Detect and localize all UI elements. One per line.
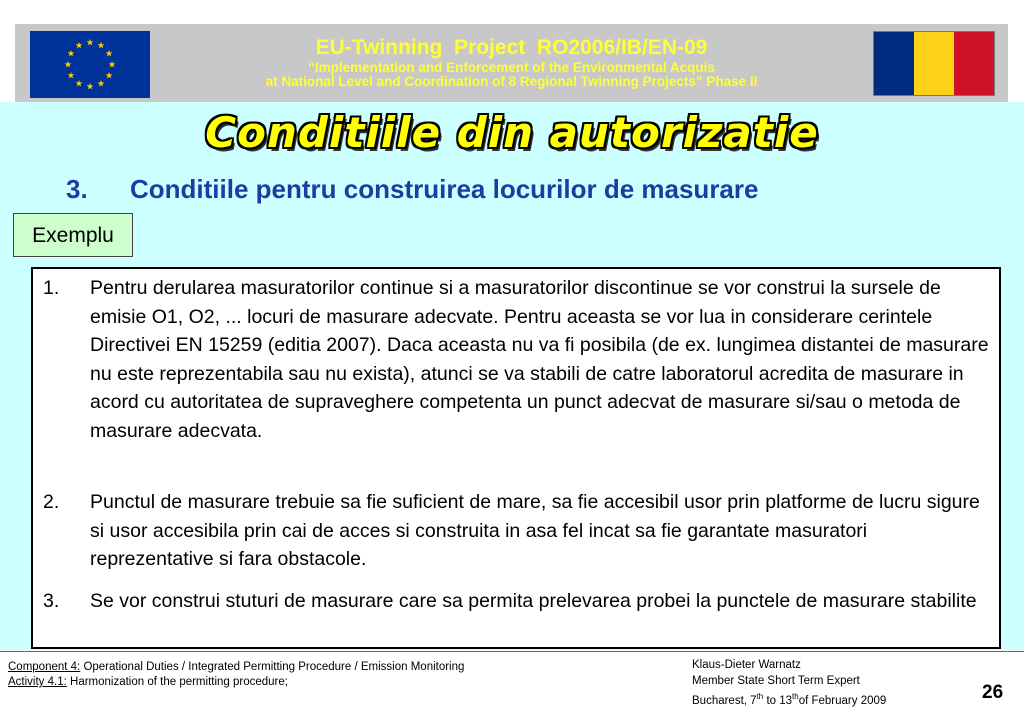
eu-star-icon	[76, 80, 83, 87]
content-box	[31, 267, 1001, 649]
footer-location-mid: to 13	[763, 694, 793, 707]
eu-star-icon	[106, 72, 113, 79]
example-label: Exemplu	[13, 213, 133, 257]
footer-activity-text: Harmonization of the permitting procedure;	[66, 676, 288, 688]
section-heading	[66, 174, 758, 205]
footer-location-prefix: Bucharest, 7	[692, 694, 757, 707]
footer-location-suffix: of February 2009	[798, 694, 887, 707]
eu-star-icon	[87, 39, 94, 46]
project-title: EU-Twinning Project RO2006/IB/EN-09	[315, 36, 708, 59]
footer-author: Klaus-Dieter Warnatz	[692, 659, 801, 671]
eu-star-icon	[98, 42, 105, 49]
footer-location-date	[692, 689, 886, 709]
project-subtitle-line-2: at National Level and Coordination of 8 Regional Twinning Projects” Phase II	[265, 74, 758, 89]
list-item-text: Pentru derularea masuratorilor continue si a masuratorilor discontinue se vor construi la sursele de emisie O1, O2, ... locuri de masurare adecvate. Pentru aceasta se vor lua in considerare cerintele Directivei EN 15259 (editia 2007). Daca aceasta nu va fi posibila (de ex. lungimea distantei de masurare nu este reprezentabila sau nu exista), atunci se va stabili de catre laboratorul acredita de masurare in acord cu autoritatea de supraveghere competenta un punct adecvat de masurare si/sau o metoda de masurare adecvata.	[90, 277, 989, 442]
footer-activity-label: Activity 4.1:	[8, 676, 67, 688]
flag-stripe-blue	[874, 32, 914, 95]
page-number: 26	[982, 682, 1004, 703]
section-number: 3.	[66, 174, 88, 204]
list-item-text: Se vor construi stuturi de masurare care sa permita prelevarea probei la punctele de masurare stabilite	[90, 590, 977, 612]
list-item-index: 2.	[43, 491, 60, 513]
eu-star-icon	[106, 50, 113, 57]
eu-star-icon	[87, 83, 94, 90]
romania-flag-icon	[873, 31, 995, 96]
eu-flag-icon	[30, 31, 150, 98]
footer-component-label: Component 4:	[8, 661, 81, 673]
footer-sup-1: th	[756, 692, 764, 701]
footer-sup-2: th	[792, 692, 799, 701]
list-item	[43, 274, 993, 445]
footer-activity-line	[8, 675, 464, 690]
footer-component-line	[8, 660, 464, 675]
flag-stripe-red	[954, 32, 994, 95]
flag-stripe-yellow	[914, 32, 954, 95]
project-subtitle-line-1: “Implementation and Enforcement of the Environmental Acquis	[308, 60, 715, 75]
eu-star-icon	[76, 42, 83, 49]
list-item	[43, 488, 993, 574]
eu-star-icon	[98, 80, 105, 87]
section-title: Conditiile pentru construirea locurilor de masurare	[130, 174, 759, 204]
list-item-text: Punctul de masurare trebuie sa fie suficient de mare, sa fie accesibil usor prin platforme de lucru sigure si usor accesibila prin cai de acces si construita in asa fel incat sa fie garantate masuratori reprezentative si fara obstacole.	[90, 491, 980, 570]
list-item	[43, 587, 993, 616]
footer-role: Member State Short Term Expert	[692, 674, 860, 687]
footer-left	[8, 660, 464, 690]
slide-title: Conditiile din autorizatie	[205, 108, 819, 157]
footer-component-text: Operational Duties / Integrated Permitting Procedure / Emission Monitoring	[80, 661, 465, 673]
footer-divider	[0, 651, 1024, 652]
eu-star-icon	[68, 72, 75, 79]
eu-star-icon	[109, 61, 116, 68]
eu-star-icon	[65, 61, 72, 68]
eu-star-icon	[68, 50, 75, 57]
footer-right	[692, 658, 886, 709]
list-item-index: 1.	[43, 277, 60, 299]
list-item-index: 3.	[43, 590, 60, 612]
